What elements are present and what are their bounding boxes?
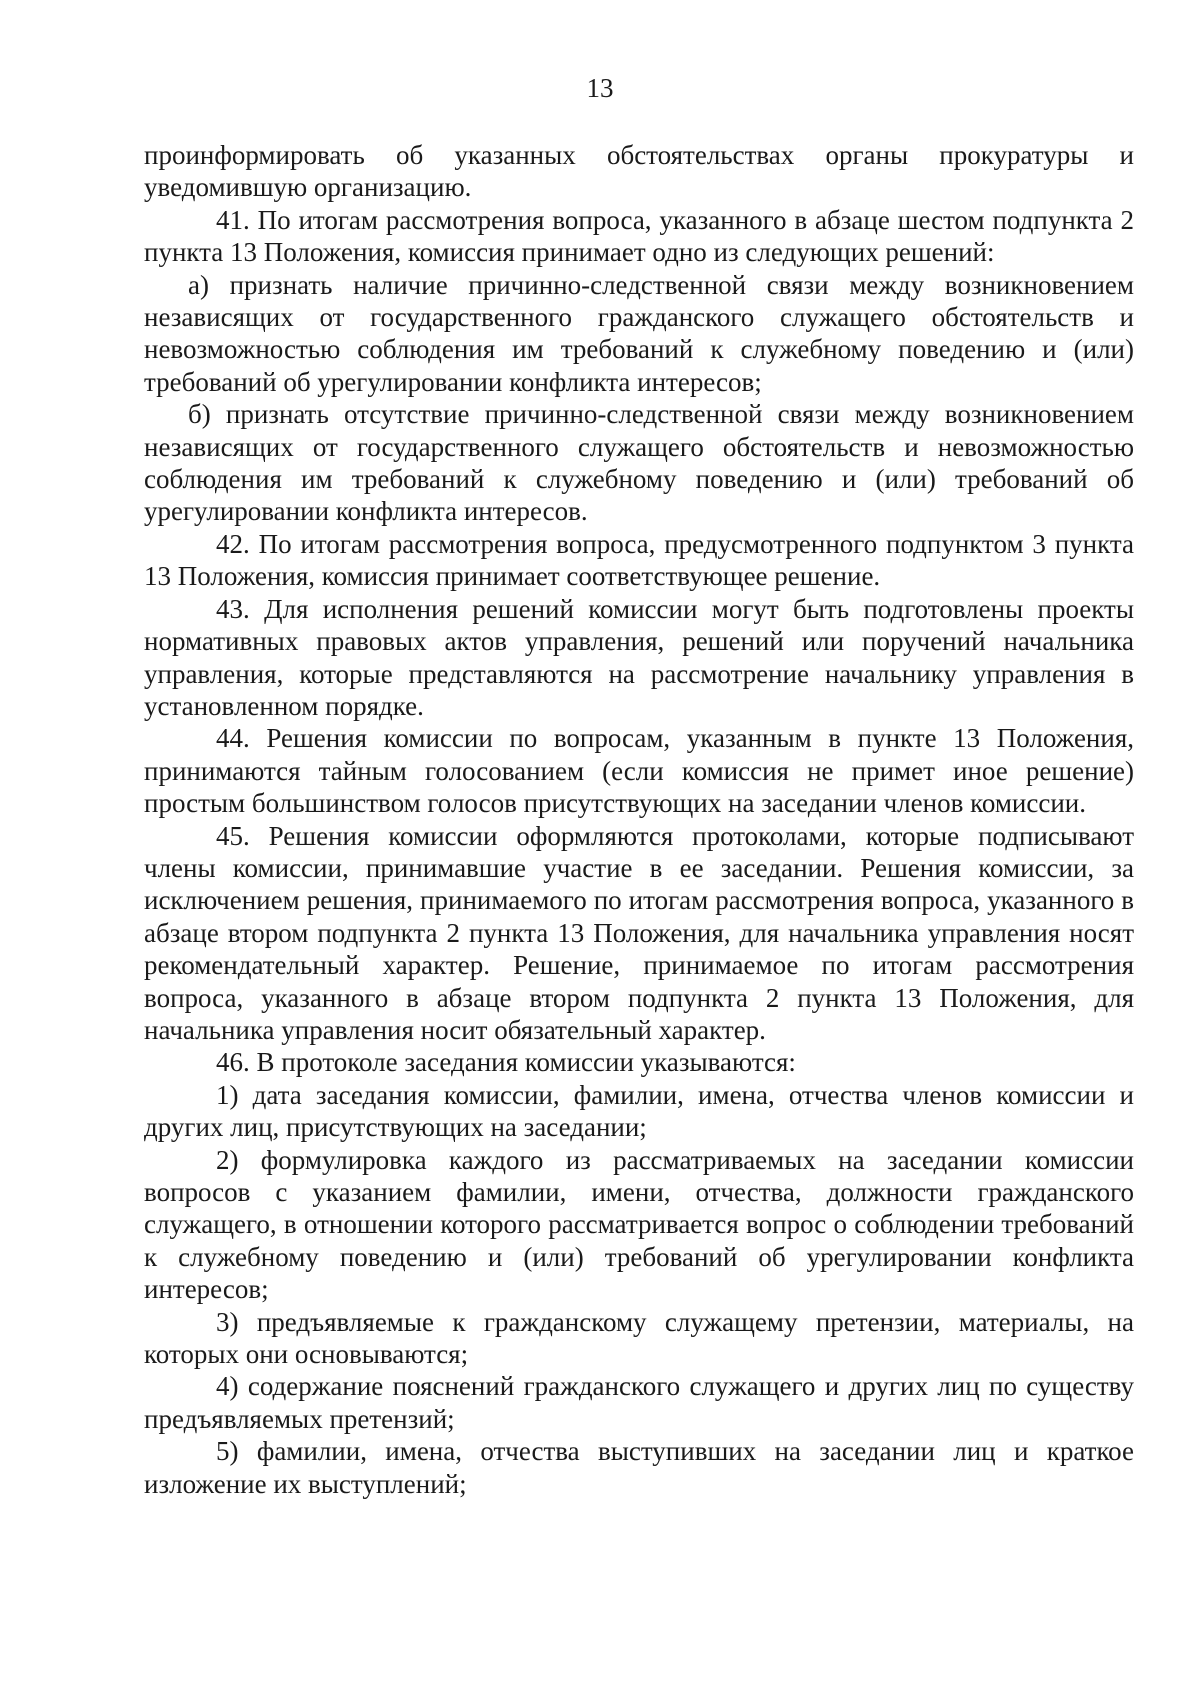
paragraph-item-41: 41. По итогам рассмотрения вопроса, указанного в абзаце шестом подпункта 2 пункта 13 Положения, комиссия принимает одно из следующих решений: [144,204,1134,268]
paragraph-item-44: 44. Решения комиссии по вопросам, указанным в пункте 13 Положения, принимаются тайным голосованием (если комиссия не примет иное решение) простым большинством голосов присутствующих на заседании членов комиссии. [144,723,1134,819]
paragraph-continuation: проинформировать об указанных обстоятельствах органы прокуратуры и уведомившую организацию. [144,140,1134,203]
paragraph-item-46: 46. В протоколе заседания комиссии указываются: [216,1047,796,1078]
paragraph-item-46-5: 5) фамилии, имена, отчества выступивших на заседании лиц и краткое изложение их выступлений; [144,1436,1134,1499]
document-body [144,139,1134,1500]
paragraph-item-46-2: 2) формулировка каждого из рассматриваемых на заседании комиссии вопросов с указанием фамилии, имени, отчества, должности гражданского служащего, в отношении которого рассматривается вопрос о соблюдении требований к служебному поведению и (или) требований об урегулировании конфликта интересов; [144,1144,1134,1305]
paragraph-item-42: 42. По итогам рассмотрения вопроса, предусмотренного подпунктом 3 пункта 13 Положения, комиссия принимает соответствующее решение. [144,528,1134,592]
paragraph-item-45: 45. Решения комиссии оформляются протоколами, которые подписывают члены комиссии, принимавшие участие в ее заседании. Решения комиссии, за исключением решения, принимаемого по итогам рассмотрения вопроса, указанного в абзаце втором подпункта 2 пункта 13 Положения, для начальника управления носят рекомендательный характер. Решение, принимаемое по итогам рассмотрения вопроса, указанного в абзаце втором подпункта 2 пункта 13 Положения, для начальника управления носит обязательный характер. [144,820,1134,1045]
paragraph-subitem-a: а) признать наличие причинно-следственной связи между возникновением независящих от государственного гражданского служащего обстоятельств и невозможностью соблюдения им требований к служебному поведению и (или) требований об урегулировании конфликта интересов; [144,269,1134,397]
paragraph-item-43: 43. Для исполнения решений комиссии могут быть подготовлены проекты нормативных правовых актов управления, решений или поручений начальника управления, которые представляются на рассмотрение начальнику управления в установленном порядке. [144,593,1134,721]
paragraph-item-46-3: 3) предъявляемые к гражданскому служащему претензии, материалы, на которых они основываются; [144,1306,1134,1370]
paragraph-item-46-4: 4) содержание пояснений гражданского служащего и других лиц по существу предъявляемых претензий; [144,1371,1134,1434]
page-number: 13 [586,73,614,103]
paragraph-item-46-1: 1) дата заседания комиссии, фамилии, имена, отчества членов комиссии и других лиц, присутствующих на заседании; [144,1079,1134,1143]
paragraph-subitem-b: б) признать отсутствие причинно-следственной связи между возникновением независящих от государственного служащего обстоятельств и невозможностью соблюдения им требований к служебному поведению и (или) требований об урегулировании конфликта интересов. [144,399,1134,527]
